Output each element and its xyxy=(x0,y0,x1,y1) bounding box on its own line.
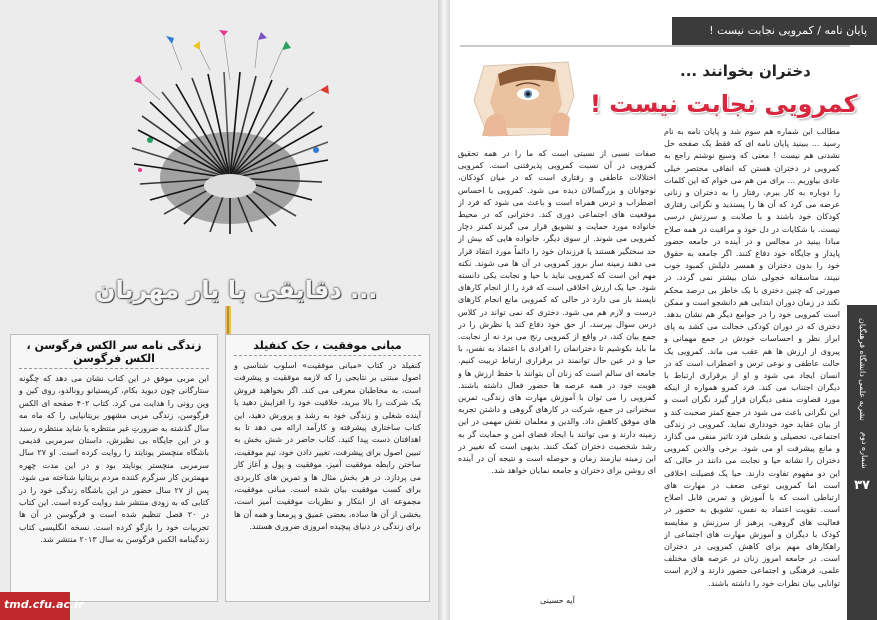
magazine-spine xyxy=(438,0,450,620)
book-review-title: مبانی موفقیت ، جک کنفیلد xyxy=(234,339,421,356)
side-journal-name: نشریه علمی دانشگاه فرهنگیان xyxy=(858,318,867,421)
book-review-success-principles xyxy=(225,334,430,602)
left-page xyxy=(0,0,438,620)
site-url-label[interactable]: tmd.cfu.ac.ir xyxy=(4,598,84,611)
book-review-text: کنفیلد در کتاب «مبانی موفقیت» اسلوب شناسی و اصول مبتنی بر نتایجی را که لازمه موفقیت و پیشرفت است، به مخاطبان معرفی می کند. اگر بخواهید فروش یک شرکت را بالا ببرید، خلاقیت خود را افزایش دهید یا آینده شغلی و زندگی خود به رشد و پرورش دهید، این کتاب ساختاری پیشرفته و کارآمد ارائه می دهد تا به اهدافتان دست پیدا کنید. کتاب حاضر در شش بخش به تبیین اصول برای پیشرفت، تغییر دادن خود، تیم موفقیت، ساختن رابطه موفقیت آمیز، موفقیت و پول و آغاز کار می پردازد. در هر بخش مثال ها و تمرین های کاربردی برای کسب موفقیت بیان شده است. مبانی موفقیت، مجموعه ای از ابتکار و نظریات موفقیت آمیز است، بخشی از آن ها ساده، بعضی عمیق و پرمعنا و همه آن ها برای زندگی در دنیای پیچیده امروزی ضروری هستند. xyxy=(234,361,421,532)
hand-icon xyxy=(550,112,570,136)
pin-icon xyxy=(224,306,232,334)
book-review-title: زندگی نامه سر الکس فرگوسن ، الکس فرگوسن xyxy=(19,339,209,369)
article-column-right: مطالب این شماره هم سوم شد و پایان نامه به نام رسید ... ببینید پایان نامه ای که فقط یک صفحه حل نشدنی هم نیست ! معنی که وسیع نوشتم راجع به کمرویی در دختران هستن که انفاقی مختصر خیلی عادی بیاوریم ... برای من هم می خوام که این کلمات را دوباره به کار ببرم. رفتار را به دختران و زنانی عرضه می کرد که آن ها را پسندید و نگرانی رفتاری کودکان خود باشند و با صلابت و سرزنش درسی نیست. با شکایات در دل خود و مراقبت در همه صلاح مبادا بینید در مجالس و در آینده در جامعه حضور پایدار و جایگاه خود دفاع کنند. اگر جامعه به حقوق خود را بدون دختران و همسر دلیلش کمبود خوب نبیند، متاسفانه خجولی شان بیشتر نمی گردد. در صورتی که چنین دختری با یک خاطر بی درصد محکم نکند در زمان دوران ابتدایی هم دانشجو است و ممکن است کمرویی خود را در جوامع دیگر هم نشان بدهد. دختری که در دوران کودکی خجالت می کشد به پای ابراز نظر و احساسات خودش در جمع مهمانی و پیروی از ارزش ها هم عقب می ماند. کمرویی یک حالت عاطفی و نوعی ترس و اضطراب است که در انسان ایجاد می شود و او از برقراری ارتباط با دیگران اجتناب می کند. فرد کمرو همواره از اینکه مورد قضاوت منفی دیگران قرار گیرد نگران است و این نگرانی باعث می شود در جمع کمتر صحبت کند و از بیان عقاید خود خودداری نماید. کمرویی در زندگی اجتماعی، تحصیلی و شغلی فرد تاثیر منفی می گذارد و مانع پیشرفت او می شود. برخی والدین کمرویی دختران را نشانه حیا و نجابت می دانند در حالی که این دو مفهوم تفاوت دارند. حیا یک فضیلت اخلاقی است اما کمرویی نوعی ضعف در مهارت های ارتباطی است که با آموزش و تمرین قابل اصلاح است. تقویت اعتماد به نفس، تشویق به حضور در فعالیت های گروهی، پرهیز از سرزنش و مقایسه کودک با دیگران و آموزش مهارت های اجتماعی از راهکارهای مهم برای کاهش کمرویی در دختران است. در جامعه امروز زنان در عرصه های مختلف علمی، فرهنگی و اجتماعی حضور دارند و لازم است توانایی بیان نظرات خود را داشته باشند. xyxy=(664,127,840,588)
article-title: کمرویی نجابت نیست ! xyxy=(590,90,858,118)
book-illustration xyxy=(120,30,340,270)
author-signature: آیه حسینی xyxy=(540,596,575,605)
top-band xyxy=(450,0,877,16)
page-number: ۳۷ xyxy=(854,478,870,493)
left-page-headline: دقایقی با یار مهربان ... xyxy=(95,276,378,304)
side-issue-number: شماره دوم xyxy=(860,432,869,469)
side-lower-block xyxy=(847,510,877,620)
header-divider xyxy=(460,45,850,47)
article-kicker: دختران بخوانند ... xyxy=(680,62,811,80)
book-review-ferguson-biography xyxy=(10,334,218,602)
peeking-girl-illustration xyxy=(464,56,584,140)
section-header: پایان نامه / کمرویی نجابت نیست ! xyxy=(672,17,877,45)
right-page xyxy=(450,0,877,620)
book-review-text: این مربی موفق در این کتاب نشان می دهد که چگونه ستارگانی چون دیوید بکام، کریستیانو رونالدو، روی کین و وین رونی را هدایت می کرد. کتاب ۴۰۲ صفحه ای الکس فرگوسن، زندگی مربی مشهور بریتانیایی را که ماه مه سال گذشته به ضرورتِ غیر منتظره یا شاید منتظره رسید و در این جایگاه بی نظیرش، داستان سرمربی قدیمی باشگاه منچستر یونایتد را روایت کرده است. او ۲۷ سال سرمربی منچستر یونایتد بود و در این مدت چهره مهمترین کار سرگرم کننده مردم بریتانیا شناخته می شود. پس از ۲۷ سال حضور در این باشگاه زندگی خود را در کتابی که به زودی منتشر شد روایت کرده است. این کتاب در ۲۰ فصل تنظیم شده است و فرگوسن در آن ها تجربیات خود را بازگو کرده است. نسخه انگلیسی کتاب زندگینامه الکس فرگوسن به سال ۲۰۱۳ منتشر شد. xyxy=(19,374,210,545)
book-pages xyxy=(132,72,328,234)
article-column-left: صفات نسبی از نسبتی است که ما را در همه تحقیق کمرویی در آن نسبت کمرویی پذیرفتنی است. کمرویی اختلالات عاطفی و رفتاری است که در میان کودکان، نوجوانان و بزرگسالان دیده می شود. کمرویی با احساس اضطراب و ترس همراه است و باعث می شود که فرد از موقعیت های اجتماعی دوری کند. دخترانی که در محیط خانواده مورد حمایت و تشویق قرار می گیرند کمتر دچار کمرویی می شوند. از سوی دیگر، خانواده هایی که بیش از حد سختگیر هستند یا فرزندان خود را دائماً مورد انتقاد قرار می دهند زمینه ساز بروز کمرویی در آن ها می شوند. نکته مهم این است که کمرویی نباید با حیا و نجابت یکی دانسته شود. حیا یک ارزش اخلاقی است که فرد را از انجام کارهای ناپسند باز می دارد در حالی که کمرویی مانع انجام کارهای درست و لازم هم می شود. دختری که نمی تواند در کلاس درس سوال بپرسد، از حق خود دفاع کند یا نظرش را در جمع بیان کند، در واقع از کمرویی رنج می برد نه از نجابت. ما باید بکوشیم تا دخترانمان را افرادی با اعتماد به نفس، با حیا و در عین حال توانمند در برقراری ارتباط تربیت کنیم. جامعه ای سالم است که زنان آن بتوانند با حفظ ارزش ها و هویت خود در همه عرصه ها حضور فعال داشته باشند. کمرویی را می توان با آموزش مهارت های زندگی، تمرین سخنرانی در جمع، شرکت در کارهای گروهی و داشتن تجربه های موفق کاهش داد. والدین و معلمان نقش مهمی در این زمینه دارند و می توانند با ایجاد فضای امن و حمایت گر به رشد شخصیت دختران کمک کنند. بدیهی است که تغییر در این زمینه نیازمند زمان و حوصله است و نتیجه آن در آینده ای روشن برای دختران و جامعه نمایان خواهد شد. xyxy=(458,149,656,476)
